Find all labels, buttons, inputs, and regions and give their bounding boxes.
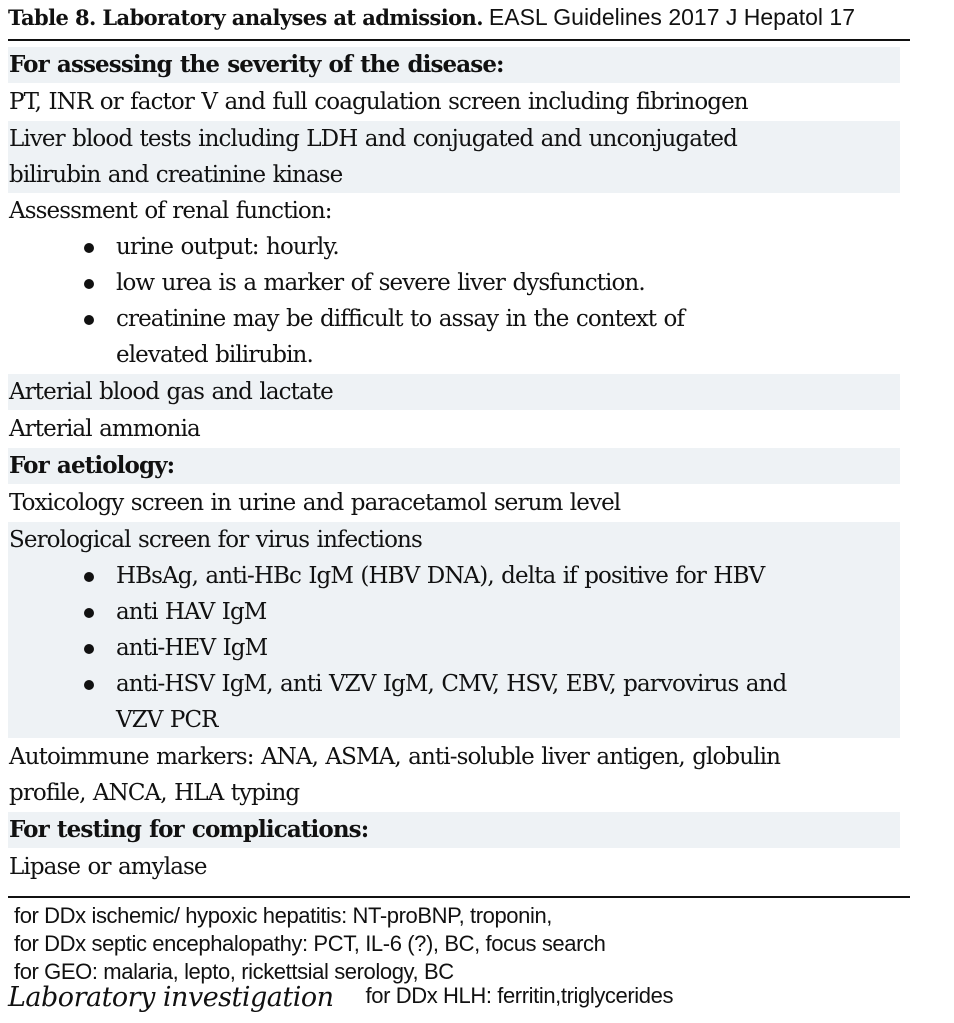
note-line: for DDx septic encephalopathy: PCT, IL-6 (?), BC, focus search xyxy=(14,931,606,956)
section-heading-severity xyxy=(8,47,900,83)
row-text: For testing for complications: xyxy=(9,816,369,843)
table-row-renal xyxy=(8,193,900,373)
row-text: For assessing the severity of the disease: xyxy=(9,51,504,78)
source-citation: EASL Guidelines 2017 J Hepatol 17 xyxy=(488,4,856,30)
row-text: Autoimmune markers: ANA, ASMA, anti-soluble liver antigen, globulin profile, ANCA, HLA typing xyxy=(9,744,780,806)
table-row xyxy=(8,485,900,521)
section-heading-aetiology xyxy=(8,448,900,484)
bullet-item: HBsAg, anti-HBc IgM (HBV DNA), delta if positive for HBV xyxy=(81,558,900,594)
bullet-item: low urea is a marker of severe liver dysfunction. xyxy=(81,265,900,301)
table-row xyxy=(8,849,900,885)
section-heading-complications xyxy=(8,812,900,848)
bullet-item: creatinine may be difficult to assay in the context of elevated bilirubin. xyxy=(81,301,776,373)
table-row xyxy=(8,121,829,193)
lab-analyses-table xyxy=(8,47,900,885)
bullet-item: anti-HEV IgM xyxy=(81,630,900,666)
row-text: Toxicology screen in urine and paracetamol serum level xyxy=(9,490,621,516)
table-row xyxy=(8,374,900,410)
bullet-item: anti HAV IgM xyxy=(81,594,900,630)
table-caption: Table 8. Laboratory analyses at admission. xyxy=(8,5,483,30)
footer xyxy=(8,982,673,1013)
row-text: Serological screen for virus infections xyxy=(9,527,422,553)
table-row-serology xyxy=(8,522,900,738)
note-line: for DDx ischemic/ hypoxic hepatitis: NT-proBNP, troponin, xyxy=(14,903,553,928)
bullet-item: urine output: hourly. xyxy=(81,229,900,265)
bullet-list xyxy=(9,229,900,373)
annotation-notes xyxy=(14,902,605,986)
row-text: Liver blood tests including LDH and conjugated and unconjugated bilirubin and creatinine kinase xyxy=(9,126,737,188)
table-row xyxy=(8,739,789,811)
row-text: For aetiology: xyxy=(9,452,175,479)
row-text: Assessment of renal function: xyxy=(9,198,332,224)
table-row xyxy=(8,411,900,447)
row-text: PT, INR or factor V and full coagulation screen including fibrinogen xyxy=(9,89,748,115)
table-title xyxy=(8,4,855,36)
footer-note: for DDx HLH: ferritin,triglycerides xyxy=(365,983,674,1008)
row-text: Lipase or amylase xyxy=(9,854,207,880)
bullet-item: anti-HSV IgM, anti VZV IgM, CMV, HSV, EBV, parvovirus and VZV PCR xyxy=(81,666,816,738)
row-text: Arterial blood gas and lactate xyxy=(9,379,333,405)
note-line: for GEO: malaria, lepto, rickettsial serology, BC xyxy=(14,959,454,984)
table-row-wrapper xyxy=(8,121,900,193)
table-row xyxy=(8,84,900,120)
bullet-list xyxy=(9,558,900,738)
row-text: Arterial ammonia xyxy=(9,416,200,442)
top-rule xyxy=(8,39,910,41)
footer-caption: Laboratory investigation xyxy=(8,982,334,1013)
bottom-rule xyxy=(8,896,910,898)
